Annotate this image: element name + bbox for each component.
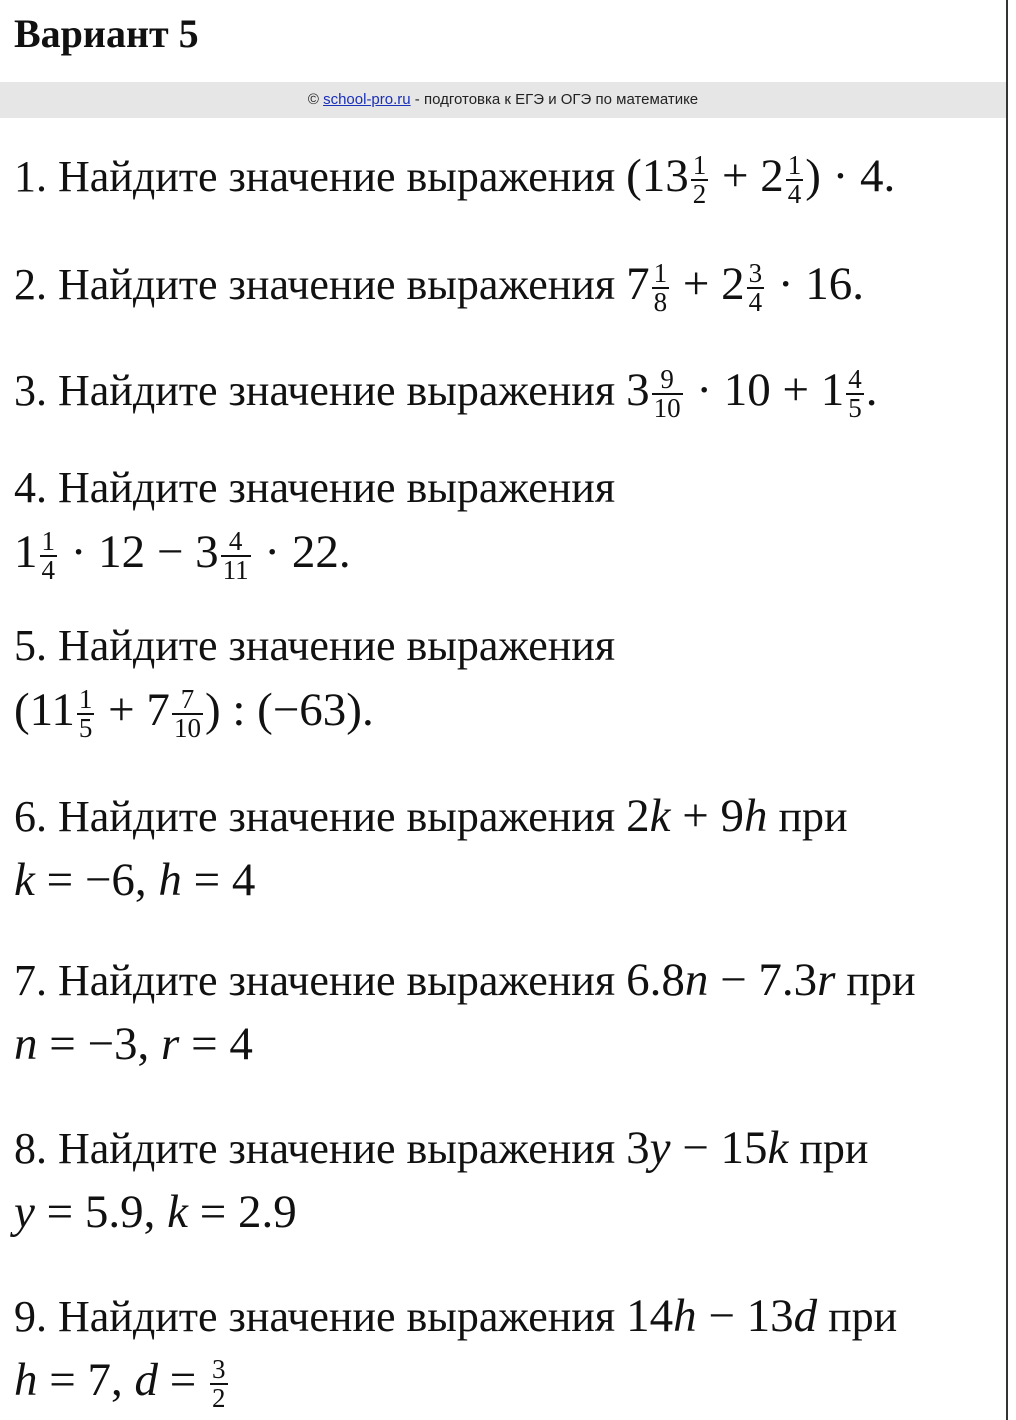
problem-6 [14,788,848,916]
fraction: $\frac{1}{4}$ [41,526,55,586]
problem-number: 6. [14,792,47,841]
fraction: $\frac{1}{8}$ [653,258,668,318]
expression: 2k + 9h [626,790,768,842]
copyright-mark: © [307,91,319,108]
fraction: $\frac{3}{4}$ [748,258,763,318]
page-border [1006,0,1008,1420]
fraction: $\frac{1}{2}$ [692,150,707,210]
source-banner [0,82,1006,118]
expression: 1 $\frac{1}{4}$ · 12 − 3 $\frac{4}{11}$ · 22. [14,526,351,586]
problem-prompt: Найдите значение выражения [58,260,616,309]
problem-number: 7. [14,956,47,1005]
problem-7 [14,952,915,1080]
word-at: при [778,792,848,841]
problem-number: 5. [14,621,47,670]
site-link[interactable]: school-pro.ru [323,91,411,108]
problem-prompt: Найдите значение выражения [58,621,616,670]
problem-number: 4. [14,463,47,512]
fraction: $\frac{4}{5}$ [848,364,862,424]
variable-values: k = −6, h = 4 [14,854,256,906]
problem-1 [14,148,895,208]
problem-number: 1. [14,152,47,201]
word-at: при [846,956,916,1005]
variable-values: y = 5.9, k = 2.9 [14,1186,297,1238]
fraction: $\frac{7}{10}$ [173,684,201,744]
word-at: при [828,1292,898,1341]
problem-4 [14,460,615,588]
fraction: $\frac{4}{11}$ [222,526,249,586]
fraction: $\frac{3}{2}$ [212,1354,226,1414]
problem-5 [14,618,615,746]
page-title: Вариант 5 [14,11,199,56]
fraction: $\frac{9}{10}$ [653,364,681,424]
problem-number: 9. [14,1292,47,1341]
problem-prompt: Найдите значение выражения [58,1292,616,1341]
variable-values: n = −3, r = 4 [14,1018,253,1070]
problem-prompt: Найдите значение выражения [58,366,616,415]
expression: 3 $\frac{9}{10}$ · 10 + 1 $\frac{4}{5}$ . [626,364,878,424]
problem-number: 2. [14,260,47,309]
expression: (13 $\frac{1}{2}$ + 2 $\frac{1}{4}$ ) · 4. [626,150,896,210]
fraction: $\frac{1}{5}$ [78,684,93,744]
variable-values: h = 7, d = $\frac{3}{2}$ [14,1354,226,1414]
problem-prompt: Найдите значение выражения [58,463,616,512]
problem-number: 8. [14,1124,47,1173]
problem-3 [14,362,878,422]
expression: (11 $\frac{1}{5}$ + 7 $\frac{7}{10}$ ) : (−63). [14,684,374,744]
expression: 3y − 15k [626,1122,789,1174]
fraction: $\frac{1}{4}$ [787,150,802,210]
problem-prompt: Найдите значение выражения [58,792,616,841]
banner-tagline: - подготовка к ЕГЭ и ОГЭ по математике [410,91,699,108]
expression: 14h − 13d [626,1290,818,1342]
problem-8 [14,1120,868,1248]
problem-prompt: Найдите значение выражения [58,956,616,1005]
problem-2 [14,256,864,316]
expression: 6.8n − 7.3r [626,954,836,1006]
problem-number: 3. [14,366,47,415]
expression: 7 $\frac{1}{8}$ + 2 $\frac{3}{4}$ · 16. [626,258,864,318]
word-at: при [799,1124,869,1173]
problem-prompt: Найдите значение выражения [58,1124,616,1173]
problem-9 [14,1288,897,1416]
problem-prompt: Найдите значение выражения [58,152,616,201]
